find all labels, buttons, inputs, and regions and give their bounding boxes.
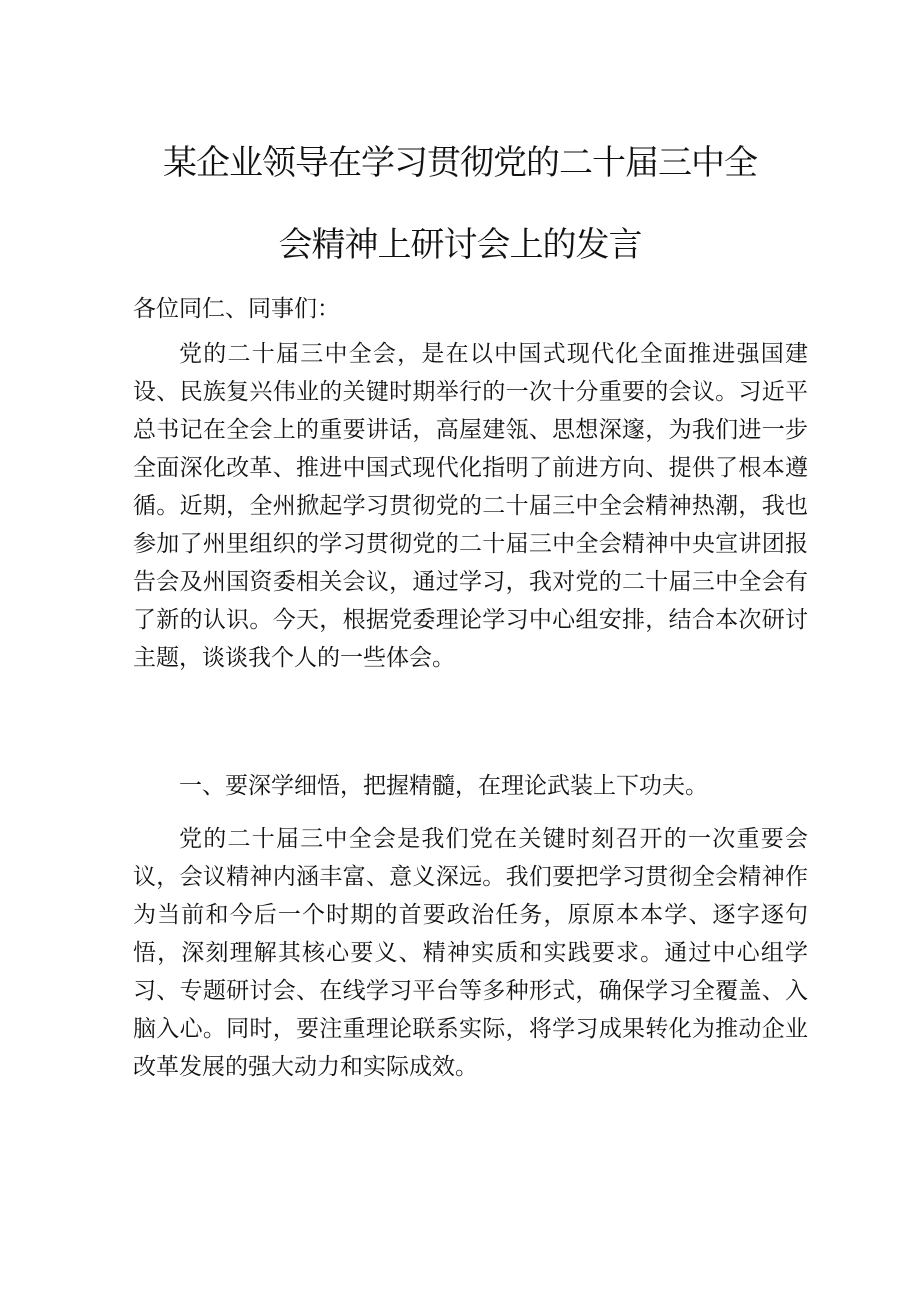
paragraph-section-1: 党的二十届三中全会是我们党在关键时刻召开的一次重要会议，会议精神内涵丰富、意义深远。我们要把学习贯彻全会精神作为当前和今后一个时期的首要政治任务，原原本本学、逐字逐句悟，深刻理解其核心要义、精神实质和实践要求。通过中心组学习、专题研讨会、在线学习平台等多种形式，确保学习全覆盖、入脑入心。同时，要注重理论联系实际，将学习成果转化为推动企业改革发展的强大动力和实际成效。 xyxy=(133,826,808,1080)
paragraph-intro: 党的二十届三中全会，是在以中国式现代化全面推进强国建设、民族复兴伟业的关键时期举行的一次十分重要的会议。习近平总书记在全会上的重要讲话，高屋建瓴、思想深邃，为我们进一步全面深化改革、推进中国式现代化指明了前进方向、提供了根本遵循。近期，全州掀起学习贯彻党的二十届三中全会精神热潮，我也参加了州里组织的学习贯彻党的二十届三中全会精神中央宣讲团报告会及州国资委相关会议，通过学习，我对党的二十届三中全会有了新的认识。今天，根据党委理论学习中心组安排，结合本次研讨主题，谈谈我个人的一些体会。 xyxy=(133,341,808,671)
section-heading-1: 一、要深学细悟，把握精髓，在理论武装上下功夫。 xyxy=(179,773,708,799)
greeting: 各位同仁、同事们： xyxy=(133,296,340,322)
document-title-line-1: 某企业领导在学习贯彻党的二十届三中全 xyxy=(163,143,757,183)
document-title-line-2: 会精神上研讨会上的发言 xyxy=(278,225,642,265)
